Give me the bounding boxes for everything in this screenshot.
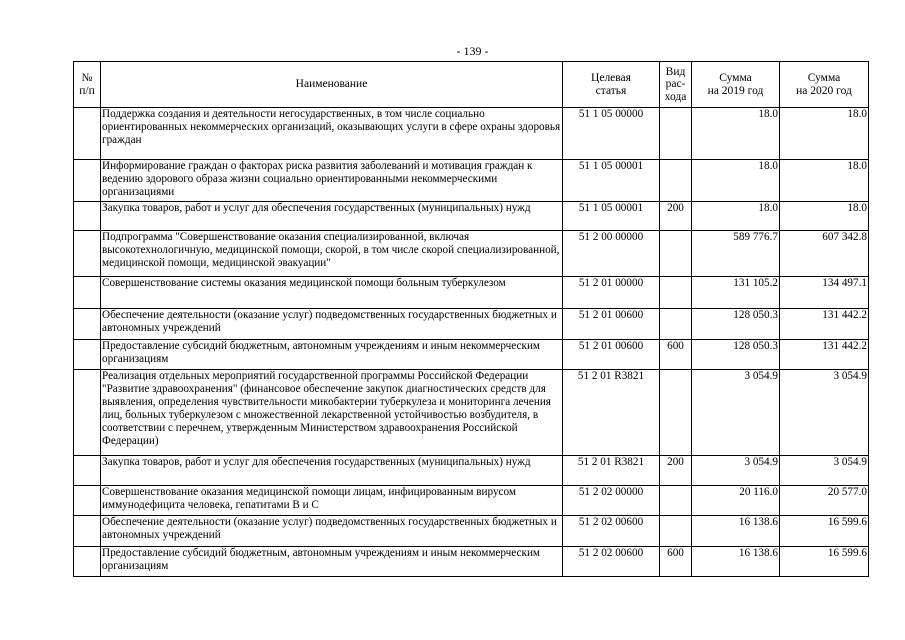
table-row: [74, 486, 869, 516]
row-name-cell: Обеспечение деятельности (оказание услуг) подведомственных государственных бюджетных и автономных учреждений: [101, 516, 563, 547]
row-target-article-cell: 51 2 02 00000: [563, 486, 660, 516]
row-expense-kind-cell: 600: [660, 340, 692, 370]
row-target-article-cell: 51 2 01 00600: [563, 340, 660, 370]
row-expense-kind-cell: [660, 231, 692, 277]
row-number-cell: [74, 160, 101, 202]
row-sum-2019-cell: 20 116.0: [692, 486, 780, 516]
row-target-article-cell: 51 2 01 R3821: [563, 370, 660, 456]
row-number-cell: [74, 231, 101, 277]
table-row: [74, 516, 869, 547]
row-sum-2020-cell: 131 442.2: [780, 309, 869, 340]
row-sum-2020-cell: 3 054.9: [780, 370, 869, 456]
row-sum-2020-cell: 16 599.6: [780, 516, 869, 547]
row-number-cell: [74, 309, 101, 340]
row-target-article-cell: 51 2 01 00600: [563, 309, 660, 340]
row-sum-2020-cell: 16 599.6: [780, 547, 869, 577]
row-target-article-cell: 51 1 05 00001: [563, 160, 660, 202]
column-header-name: Наименование: [101, 62, 563, 108]
table-row: [74, 108, 869, 160]
row-name-cell: Обеспечение деятельности (оказание услуг) подведомственных государственных бюджетных и автономных учреждений: [101, 309, 563, 340]
row-sum-2020-cell: 607 342.8: [780, 231, 869, 277]
row-sum-2020-cell: 131 442.2: [780, 340, 869, 370]
row-sum-2020-cell: 18.0: [780, 160, 869, 202]
table-row: [74, 160, 869, 202]
row-sum-2019-cell: 18.0: [692, 108, 780, 160]
row-number-cell: [74, 516, 101, 547]
row-sum-2019-cell: 128 050.3: [692, 309, 780, 340]
row-name-cell: Поддержка создания и деятельности негосударственных, в том числе социально ориентированных некоммерческих организаций, оказывающих услуги в сфере охраны здоровья граждан: [101, 108, 563, 160]
row-target-article-cell: 51 2 01 R3821: [563, 456, 660, 486]
row-number-cell: [74, 547, 101, 577]
column-header-sum-2019: Сумма на 2019 год: [692, 62, 780, 108]
row-name-cell: Подпрограмма "Совершенствование оказания специализированной, включая высокотехнологичную, медицинской помощи, скорой, в том числе скорой специализированной, медицинской помощи, медицинской эвакуации": [101, 231, 563, 277]
table-row: [74, 231, 869, 277]
table-row: [74, 277, 869, 309]
row-sum-2019-cell: 18.0: [692, 202, 780, 231]
row-number-cell: [74, 340, 101, 370]
row-name-cell: Предоставление субсидий бюджетным, автономным учреждениям и иным некоммерческим организациям: [101, 340, 563, 370]
table-row: [74, 547, 869, 577]
row-target-article-cell: 51 1 05 00001: [563, 202, 660, 231]
row-expense-kind-cell: 200: [660, 456, 692, 486]
row-name-cell: Закупка товаров, работ и услуг для обеспечения государственных (муниципальных) нужд: [101, 202, 563, 231]
table-header-row: [74, 62, 869, 108]
table-row: [74, 370, 869, 456]
row-name-cell: Совершенствование системы оказания медицинской помощи больным туберкулезом: [101, 277, 563, 309]
row-expense-kind-cell: 200: [660, 202, 692, 231]
row-sum-2019-cell: 18.0: [692, 160, 780, 202]
row-name-cell: Закупка товаров, работ и услуг для обеспечения государственных (муниципальных) нужд: [101, 456, 563, 486]
row-expense-kind-cell: [660, 309, 692, 340]
row-sum-2019-cell: 589 776.7: [692, 231, 780, 277]
row-sum-2019-cell: 131 105.2: [692, 277, 780, 309]
row-number-cell: [74, 456, 101, 486]
page-number: - 139 -: [456, 44, 489, 58]
column-header-target-article: Целевая статья: [563, 62, 660, 108]
row-target-article-cell: 51 1 05 00000: [563, 108, 660, 160]
row-name-cell: Совершенствование оказания медицинской помощи лицам, инфицированным вирусом иммунодефицита человека, гепатитами B и C: [101, 486, 563, 516]
table-row: [74, 340, 869, 370]
row-number-cell: [74, 202, 101, 231]
row-number-cell: [74, 108, 101, 160]
row-expense-kind-cell: [660, 486, 692, 516]
row-target-article-cell: 51 2 02 00600: [563, 547, 660, 577]
row-sum-2020-cell: 3 054.9: [780, 456, 869, 486]
column-header-sum-2020: Сумма на 2020 год: [780, 62, 869, 108]
row-sum-2019-cell: 16 138.6: [692, 547, 780, 577]
row-sum-2020-cell: 18.0: [780, 202, 869, 231]
row-expense-kind-cell: [660, 516, 692, 547]
row-sum-2019-cell: 16 138.6: [692, 516, 780, 547]
column-header-number: № п/п: [74, 62, 101, 108]
row-sum-2019-cell: 3 054.9: [692, 370, 780, 456]
row-name-cell: Информирование граждан о факторах риска развития заболеваний и мотивация граждан к ведению здорового образа жизни социально ориентированными некоммерческими организациями: [101, 160, 563, 202]
budget-table: [73, 61, 869, 577]
table-body: [74, 108, 869, 577]
row-number-cell: [74, 277, 101, 309]
row-expense-kind-cell: [660, 277, 692, 309]
row-expense-kind-cell: [660, 108, 692, 160]
row-sum-2019-cell: 3 054.9: [692, 456, 780, 486]
table-row: [74, 202, 869, 231]
row-expense-kind-cell: [660, 160, 692, 202]
column-header-expense-kind: Вид рас- хода: [660, 62, 692, 108]
row-expense-kind-cell: 600: [660, 547, 692, 577]
table-row: [74, 309, 869, 340]
row-sum-2020-cell: 20 577.0: [780, 486, 869, 516]
row-name-cell: Реализация отдельных мероприятий государственной программы Российской Федерации "Развитие здравоохранения" (финансовое обеспечение закупок диагностических средств для выявления, определения чувствительности микобактерии туберкулеза и мониторинга лечения лиц, больных туберкулезом с множественной лекарственной устойчивостью возбудителя, в соответствии с перечнем, утвержденным Министерством здравоохранения Российской Федерации): [101, 370, 563, 456]
row-target-article-cell: 51 2 02 00600: [563, 516, 660, 547]
row-target-article-cell: 51 2 00 00000: [563, 231, 660, 277]
row-target-article-cell: 51 2 01 00000: [563, 277, 660, 309]
row-sum-2020-cell: 134 497.1: [780, 277, 869, 309]
row-sum-2020-cell: 18.0: [780, 108, 869, 160]
row-sum-2019-cell: 128 050.3: [692, 340, 780, 370]
row-name-cell: Предоставление субсидий бюджетным, автономным учреждениям и иным некоммерческим организациям: [101, 547, 563, 577]
table-row: [74, 456, 869, 486]
row-number-cell: [74, 486, 101, 516]
row-expense-kind-cell: [660, 370, 692, 456]
row-number-cell: [74, 370, 101, 456]
